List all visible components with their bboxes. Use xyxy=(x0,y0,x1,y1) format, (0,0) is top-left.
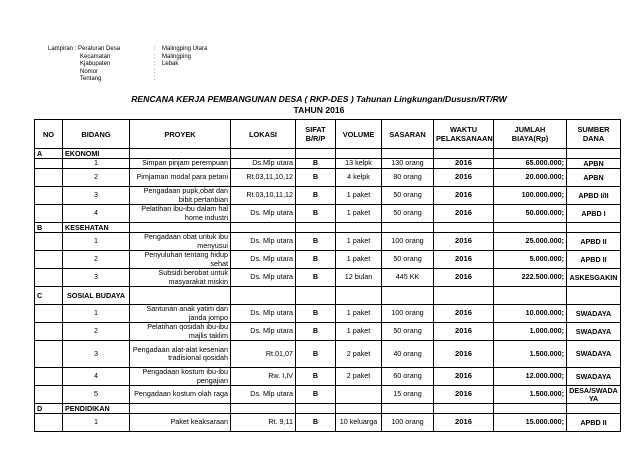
cell-biaya: 50.000.000; xyxy=(494,205,567,223)
table-row xyxy=(35,251,621,269)
cell-sifat: B xyxy=(296,368,336,386)
cell-proyek: Pengadaan obat untuk ibu menyusui xyxy=(130,233,231,251)
cell-sumber: SWADAYA xyxy=(567,323,621,341)
cell-lokasi: Rt.01,07 xyxy=(231,341,296,368)
meta-row: Kjabupaten : Lebak xyxy=(48,61,207,69)
cell-sifat: B xyxy=(296,233,336,251)
cell-lokasi: Ds. Mlp utara xyxy=(231,323,296,341)
table-row xyxy=(35,269,621,287)
cell-sasaran: 50 orang xyxy=(382,187,434,205)
cell-waktu: 2016 xyxy=(434,169,494,187)
meta-label: Lampiran : Peraturan Desa xyxy=(48,46,121,52)
cell-no: 1 xyxy=(63,414,130,432)
cell-no: 1 xyxy=(63,233,130,251)
cell-biaya: 12.000.000; xyxy=(494,368,567,386)
cell-lokasi: Ds.Mlp utara xyxy=(231,159,296,169)
meta-label: Kjabupaten xyxy=(80,61,111,67)
cell-proyek: Pengadaan pupk,obat dan bibit pertanbian xyxy=(130,187,231,205)
cell-waktu: 2016 xyxy=(434,233,494,251)
cell-volume: 1 paket xyxy=(336,323,382,341)
cell-sifat: B xyxy=(296,323,336,341)
col-sasaran: SASARAN xyxy=(382,120,434,149)
cell-no: 1 xyxy=(63,159,130,169)
cell-sasaran: 50 orang xyxy=(382,205,434,223)
cell-sasaran: 100 orang xyxy=(382,305,434,323)
table-row xyxy=(35,386,621,404)
table-row xyxy=(35,368,621,386)
table-row xyxy=(35,414,621,432)
cell-no: 5 xyxy=(63,386,130,404)
cell-biaya: 1.000.000; xyxy=(494,323,567,341)
cell-sasaran: 445 KK xyxy=(382,269,434,287)
section-letter: B xyxy=(35,223,63,233)
cell-volume: 2 paket xyxy=(336,368,382,386)
cell-sumber: APBN xyxy=(567,169,621,187)
cell-biaya: 1.500.000; xyxy=(494,386,567,404)
cell-sasaran: 15 orang xyxy=(382,386,434,404)
table-row xyxy=(35,159,621,169)
cell-waktu: 2016 xyxy=(434,269,494,287)
cell-sifat: B xyxy=(296,414,336,432)
cell-sasaran: 100 orang xyxy=(382,414,434,432)
cell-biaya: 222.500.000; xyxy=(494,269,567,287)
cell-waktu: 2016 xyxy=(434,386,494,404)
table-row xyxy=(35,323,621,341)
col-jumlah: JUMLAH BIAYA(Rp) xyxy=(494,120,567,149)
section-name: PENDIDIKAN xyxy=(63,404,130,414)
cell-biaya: 10.000.000; xyxy=(494,305,567,323)
meta-label: Nomor xyxy=(80,68,99,75)
table-row xyxy=(35,305,621,323)
cell-volume: 10 keluarga xyxy=(336,414,382,432)
cell-lokasi: Ds. Mlp utara xyxy=(231,233,296,251)
cell-biaya: 1.500.000; xyxy=(494,341,567,368)
cell-sumber: APBN xyxy=(567,159,621,169)
col-no: NO xyxy=(35,120,63,149)
cell-no: 4 xyxy=(63,205,130,223)
cell-sifat: B xyxy=(296,159,336,169)
document-subtitle: TAHUN 2016 xyxy=(293,105,345,115)
cell-proyek: Simpan pinjam perempuan xyxy=(130,159,231,169)
meta-value: Lebak xyxy=(162,61,179,67)
cell-proyek: Subsidi berobat untuk masyarakat miskin xyxy=(130,269,231,287)
cell-volume: 13 kelpk xyxy=(336,159,382,169)
rkp-table xyxy=(34,119,621,432)
cell-waktu: 2016 xyxy=(434,341,494,368)
cell-proyek: Pengadaan kostum ibu-ibu pengajian xyxy=(130,368,231,386)
cell-no: 2 xyxy=(63,251,130,269)
section-row xyxy=(35,287,621,305)
cell-sasaran: 50 orang xyxy=(382,251,434,269)
section-row xyxy=(35,223,621,233)
cell-no: 3 xyxy=(63,341,130,368)
cell-proyek: Pimjaman modal para petani xyxy=(130,169,231,187)
cell-waktu: 2016 xyxy=(434,323,494,341)
cell-sifat: B xyxy=(296,251,336,269)
section-letter: C xyxy=(35,287,63,305)
cell-sifat: B xyxy=(296,386,336,404)
document-title: RENCANA KERJA PEMBANGUNAN DESA ( RKP-DES ) Tahunan Lingkungan/Dususn/RT/RW xyxy=(131,94,507,104)
col-sumber: SUMBER DANA xyxy=(567,120,621,149)
cell-no: 2 xyxy=(63,169,130,187)
cell-proyek: Pengadaan kostum olah raga xyxy=(130,386,231,404)
cell-proyek: Santunan anak yatim dan janda jompo xyxy=(130,305,231,323)
cell-sumber: APBD I xyxy=(567,205,621,223)
meta-label: Tentang xyxy=(80,76,102,82)
cell-volume: 1 paket xyxy=(336,305,382,323)
meta-row: Kecamatan : Malingping xyxy=(48,54,207,62)
cell-waktu: 2016 xyxy=(434,159,494,169)
meta-value: Malingping xyxy=(162,53,192,60)
section-name: EKONOMI xyxy=(63,149,130,159)
document-meta xyxy=(48,46,207,84)
cell-sasaran: 130 orang xyxy=(382,159,434,169)
cell-waktu: 2016 xyxy=(434,368,494,386)
cell-lokasi: Ds. Mlp utara xyxy=(231,386,296,404)
cell-sifat: B xyxy=(296,341,336,368)
cell-no: 3 xyxy=(63,187,130,205)
cell-waktu: 2016 xyxy=(434,205,494,223)
meta-value: Malingping Utara xyxy=(162,46,208,52)
cell-volume: 2 paket xyxy=(336,341,382,368)
section-letter: D xyxy=(35,404,63,414)
cell-proyek: Pelatihan qosidah ibu-ibu majlis taklim xyxy=(130,323,231,341)
cell-biaya: 25.000.000; xyxy=(494,233,567,251)
cell-sasaran: 100 orang xyxy=(382,233,434,251)
cell-biaya: 20.000.000; xyxy=(494,169,567,187)
header-row xyxy=(35,120,621,149)
cell-sumber: ASKESGAKIN xyxy=(567,269,621,287)
cell-volume: 1 paket xyxy=(336,251,382,269)
cell-biaya: 5.000.000; xyxy=(494,251,567,269)
cell-sasaran: 80 orang xyxy=(382,169,434,187)
cell-sifat: B xyxy=(296,169,336,187)
cell-sumber: APBD I/II xyxy=(567,187,621,205)
section-row xyxy=(35,404,621,414)
cell-lokasi: Ds. Mlp utara xyxy=(231,251,296,269)
cell-sifat: B xyxy=(296,269,336,287)
meta-row: Lampiran : Peraturan Desa : Malingping Utara xyxy=(48,46,208,52)
cell-lokasi: Rt.03,10,11,12 xyxy=(231,187,296,205)
table-row xyxy=(35,341,621,368)
cell-lokasi: Rw. I,IV xyxy=(231,368,296,386)
cell-no: 3 xyxy=(63,269,130,287)
col-volume: VOLUME xyxy=(336,120,382,149)
section-name: KESEHATAN xyxy=(63,223,130,233)
cell-biaya: 100.000.000; xyxy=(494,187,567,205)
cell-volume: 1 paket xyxy=(336,187,382,205)
cell-no: 2 xyxy=(63,323,130,341)
cell-sumber: APBD II xyxy=(567,233,621,251)
cell-waktu: 2016 xyxy=(434,305,494,323)
cell-lokasi: Ds. Mlp utara xyxy=(231,305,296,323)
cell-biaya: 65.000.000; xyxy=(494,159,567,169)
col-waktu: WAKTU PELAKSANAAN xyxy=(434,120,494,149)
cell-lokasi: Rt. 9,11 xyxy=(231,414,296,432)
meta-row: Nomor : xyxy=(48,69,207,77)
meta-label: Kecamatan xyxy=(80,53,111,60)
col-proyek: PROYEK xyxy=(130,120,231,149)
cell-sasaran: 60 orang xyxy=(382,368,434,386)
cell-no: 1 xyxy=(63,305,130,323)
cell-sumber: SWADAYA xyxy=(567,305,621,323)
cell-waktu: 2016 xyxy=(434,251,494,269)
cell-proyek: Paket keaksaraan xyxy=(130,414,231,432)
cell-sumber: APBD II xyxy=(567,414,621,432)
section-letter: A xyxy=(35,149,63,159)
col-bidang: BIDANG xyxy=(63,120,130,149)
cell-proyek: Pelatihan ibu-ibu dalam hal home industri xyxy=(130,205,231,223)
cell-volume: 12 bulan xyxy=(336,269,382,287)
section-row xyxy=(35,149,621,159)
table-row xyxy=(35,187,621,205)
cell-lokasi: Rt.03,11,10,12 xyxy=(231,169,296,187)
cell-volume xyxy=(336,386,382,404)
cell-sasaran: 50 orang xyxy=(382,323,434,341)
cell-sumber: DESA/SWADAYA xyxy=(567,386,621,404)
cell-volume: 1 paket xyxy=(336,205,382,223)
cell-no: 4 xyxy=(63,368,130,386)
cell-lokasi: Ds. Mlp utara xyxy=(231,205,296,223)
cell-biaya: 15.000.000; xyxy=(494,414,567,432)
cell-sumber: APBD II xyxy=(567,251,621,269)
table-row xyxy=(35,205,621,223)
col-sifat: SIFAT B/R/P xyxy=(296,120,336,149)
cell-sumber: SWADAYA xyxy=(567,341,621,368)
cell-sifat: B xyxy=(296,187,336,205)
cell-waktu: 2016 xyxy=(434,414,494,432)
cell-proyek: Penyuluhan tentang hidup sehat xyxy=(130,251,231,269)
cell-waktu: 2016 xyxy=(434,187,494,205)
cell-volume: 4 kelpk xyxy=(336,169,382,187)
section-name: SOSIAL BUDAYA xyxy=(63,287,130,305)
cell-sifat: B xyxy=(296,205,336,223)
cell-proyek: Pengadaan alat-alat kesenian tradisional qosidah xyxy=(130,341,231,368)
col-lokasi: LOKASI xyxy=(231,120,296,149)
table-row xyxy=(35,233,621,251)
table-row xyxy=(35,169,621,187)
cell-sifat: B xyxy=(296,305,336,323)
cell-sasaran: 40 orang xyxy=(382,341,434,368)
meta-row: Tentang : xyxy=(48,76,207,84)
cell-volume: 1 paket xyxy=(336,233,382,251)
cell-lokasi: Ds. Mlp utara xyxy=(231,269,296,287)
cell-sumber: SWADAYA xyxy=(567,368,621,386)
